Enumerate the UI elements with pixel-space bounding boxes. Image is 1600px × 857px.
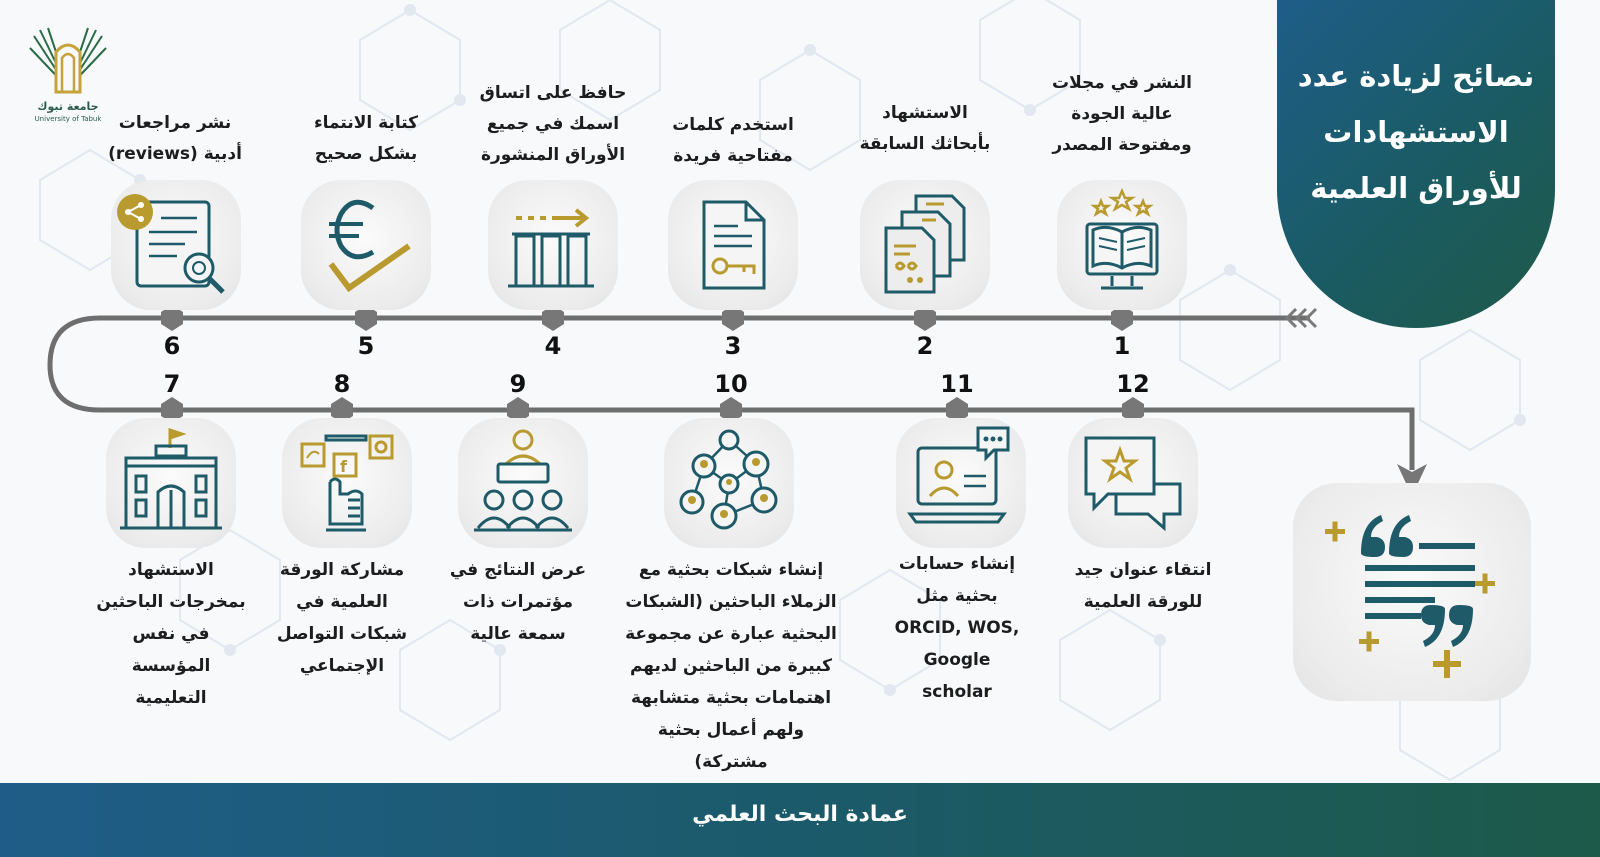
network-people-icon [664, 418, 794, 548]
bar-chart-arrow-icon [488, 180, 618, 310]
step-number-11: 11 [940, 370, 974, 398]
document-key-icon [668, 180, 798, 310]
step-icon-box-2 [860, 180, 990, 310]
step-label-9: عرض النتائج في مؤتمرات ذات سمعة عالية [449, 560, 587, 644]
social-media-hand-icon [282, 418, 412, 548]
step-number-12: 12 [1116, 370, 1150, 398]
step-icon-box-1 [1057, 180, 1187, 310]
euro-check-icon [301, 180, 431, 310]
step-icon-box-11 [896, 418, 1026, 548]
step-label-10: إنشاء شبكات بحثية مع الزملاء الباحثين (الشبكات البحثية عبارة عن مجموعة كبيرة من الباحثين لديهم اهتمامات بحثية متشابهة ولهم أعمال بحثية مشتركة) [625, 560, 837, 772]
step-icon-box-6 [111, 180, 241, 310]
footer-text: عمادة البحث العلمي [692, 802, 908, 827]
svg-text:f: f [340, 457, 347, 476]
page-title: نصائح لزيادة عدد الاستشهادات للأوراق العلمية [1297, 59, 1535, 205]
step-number-9: 9 [509, 370, 527, 398]
book-stars-icon [1057, 180, 1187, 310]
step-number-1: 1 [1113, 332, 1131, 360]
step-icon-box-7 [106, 418, 236, 548]
step-label-7: الاستشهاد بمخرجات الباحثين في نفس المؤسسة التعليمية [96, 560, 246, 708]
step-icon-box-8 [282, 418, 412, 548]
step-label-4: حافظ على اتساق اسمك في جميع الأوراق المنشورة [479, 83, 627, 165]
step-number-2: 2 [916, 332, 934, 360]
quote-icon-box [1293, 483, 1531, 701]
logo-english-text: University of Tabuk [34, 115, 102, 123]
step-icon-box-9 [458, 418, 588, 548]
step-label-11: إنشاء حسابات بحثية مثل ORCID, WOS, Google scholar [894, 554, 1020, 702]
step-icon-box-4 [488, 180, 618, 310]
star-chat-icon [1068, 418, 1198, 548]
step-label-5: كتابة الانتماء بشكل صحيح [313, 113, 419, 164]
footer-bar [0, 783, 1600, 857]
step-number-10: 10 [714, 370, 748, 398]
step-label-6: نشر مراجعات أدبية (reviews) [108, 113, 242, 164]
conference-icon [458, 418, 588, 548]
step-icon-box-12 [1068, 418, 1198, 548]
logo-arabic-text: جامعة تبوك [37, 100, 99, 113]
step-number-3: 3 [724, 332, 742, 360]
step-icon-box-3 [668, 180, 798, 310]
step-label-3: استخدم كلمات مفتاحية فريدة [672, 115, 794, 166]
step-label-2: الاستشهاد بأبحاثك السابقة [859, 103, 991, 154]
step-icon-box-10 [664, 418, 794, 548]
step-number-7: 7 [163, 370, 181, 398]
profile-monitor-icon [896, 418, 1026, 548]
institution-building-icon [106, 418, 236, 548]
quote-lines-icon [1293, 483, 1531, 701]
step-number-5: 5 [357, 332, 375, 360]
timeline-markers [161, 305, 1144, 423]
review-search-icon [111, 180, 241, 310]
step-label-12: انتقاء عنوان جيد للورقة العلمية [1074, 560, 1212, 612]
step-number-8: 8 [333, 370, 351, 398]
step-number-6: 6 [163, 332, 181, 360]
step-number-4: 4 [544, 332, 562, 360]
step-icon-box-5 [301, 180, 431, 310]
documents-stack-icon [860, 180, 990, 310]
step-label-8: مشاركة الورقة العلمية في شبكات التواصل الإجتماعي [276, 560, 408, 676]
step-label-1: النشر في مجلات عالية الجودة ومفتوحة المصدر [1052, 73, 1192, 155]
